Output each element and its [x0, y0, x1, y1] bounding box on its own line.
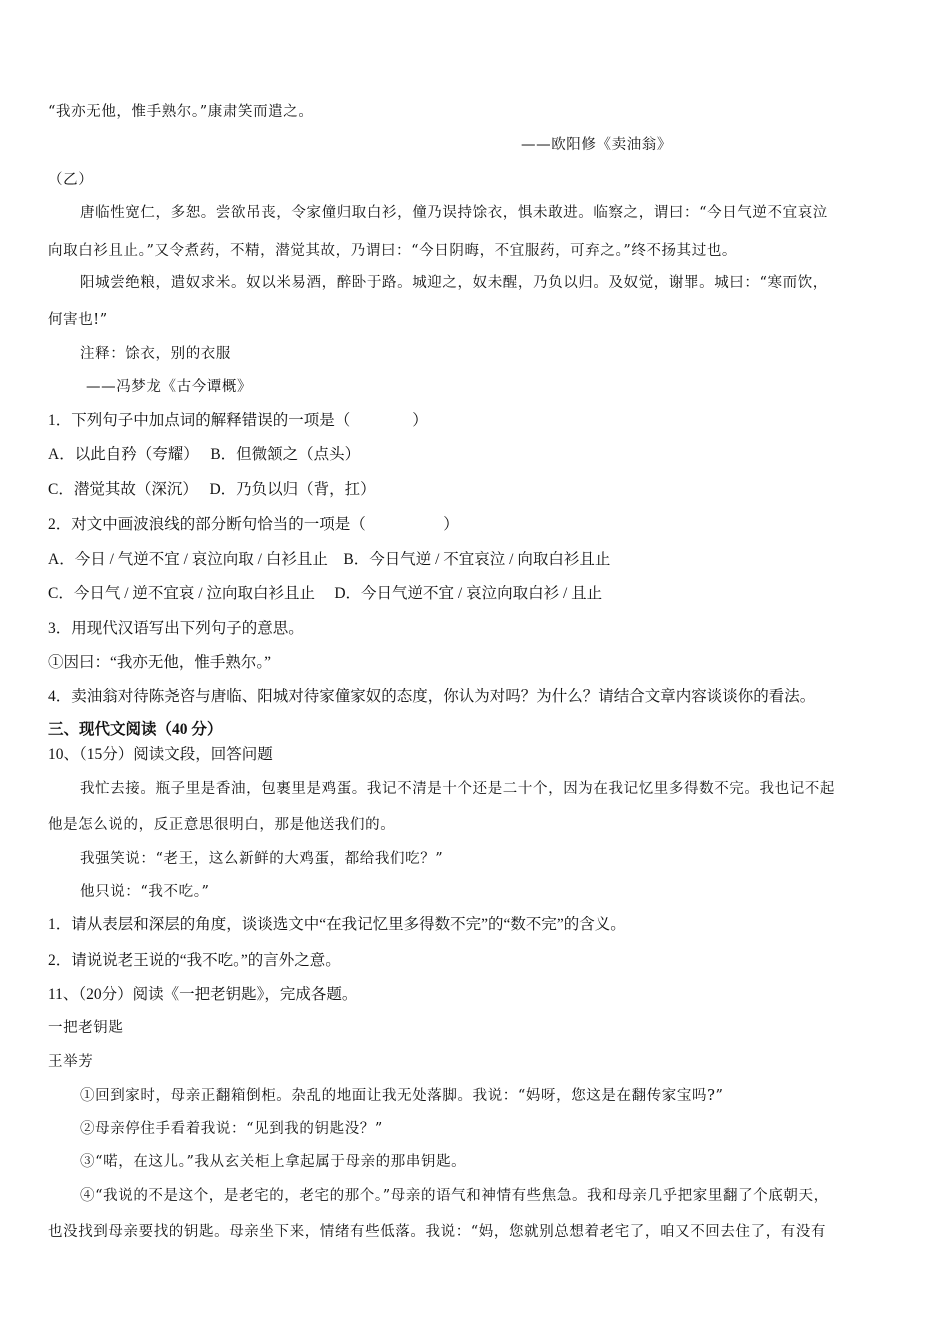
article-s4-line1: ④“我说的不是这个，是老宅的，老宅的那个。”母亲的语气和神情有些焦急。我和母亲几乎把家里翻了个底朝天， — [80, 1188, 829, 1204]
q11-heading: 11、（20分）阅读《一把老钥匙》，完成各题。 — [48, 986, 358, 1003]
yi-note: 注释：馀衣，别的衣服 — [80, 346, 231, 362]
section-3-heading: 三、现代文阅读（40 分） — [48, 721, 223, 738]
yi-p2-line2: 何害也!” — [48, 312, 108, 328]
q9-2-options-cd: C．今日气 / 逆不宜哀 / 泣向取白衫且止 D．今日气逆不宜 / 哀泣向取白衫 / 且止 — [48, 585, 603, 602]
q9-3: 3．用现代汉语写出下列句子的意思。 — [48, 620, 304, 637]
article-author: 王举芳 — [48, 1054, 94, 1070]
yi-p1-line1: 唐临性宽仁，多恕。尝欲吊丧，令家僮归取白衫，僮乃误持馀衣，惧未敢进。临察之，谓曰：“今日气逆不宜哀泣 — [80, 205, 828, 221]
yi-source: ——冯梦龙《古今谭概》 — [86, 379, 253, 395]
q9-1-options-ab: A．以此自矜（夸耀） B．但微颔之（点头） — [48, 446, 361, 463]
yi-p2-line1: 阳城尝绝粮，遣奴求米。奴以米易酒，醉卧于路。城迎之，奴未醒，乃负以归。及奴觉，谢罪。城曰：“寒而饮， — [80, 275, 828, 291]
article-s3: ③“喏，在这儿。”我从玄关柜上拿起属于母亲的那串钥匙。 — [80, 1154, 467, 1170]
article-s2: ②母亲停住手看着我说：“见到我的钥匙没？” — [80, 1121, 383, 1137]
q9-1: 1．下列句子中加点词的解释错误的一项是（ ） — [48, 412, 428, 429]
q10-p3: 他只说：“我不吃。” — [80, 884, 210, 900]
q9-4: 4．卖油翁对待陈尧咨与唐临、阳城对待家僮家奴的态度，你认为对吗？为什么？请结合文章内容谈谈你的看法。 — [48, 688, 816, 705]
article-s1: ①回到家时，母亲正翻箱倒柜。杂乱的地面让我无处落脚。我说：“妈呀，您这是在翻传家宝吗?” — [80, 1088, 724, 1104]
q10-p1-line1: 我忙去接。瓶子里是香油，包裹里是鸡蛋。我记不清是十个还是二十个，因为在我记忆里多得数不完。我也记不起 — [80, 781, 835, 797]
q10-p1-line2: 他是怎么说的，反正意思很明白，那是他送我们的。 — [48, 817, 396, 833]
q10-p2: 我强笑说：“老王，这么新鲜的大鸡蛋，都给我们吃？” — [80, 851, 444, 867]
article-s4-line2: 也没找到母亲要找的钥匙。母亲坐下来，情绪有些低落。我说：“妈，您就别总想着老宅了，咱又不回去住了，有没有 — [48, 1224, 827, 1240]
yi-p1-line2: 向取白衫且止。”又令煮药，不精，潜觉其故，乃谓曰：“今日阴晦，不宜服药，可弃之。”终不扬其过也。 — [48, 243, 738, 259]
q10-2: 2．请说说老王说的“我不吃。”的言外之意。 — [48, 952, 341, 969]
jia-source: ——欧阳修《卖油翁》 — [521, 137, 672, 153]
q9-1-options-cd: C．潜觉其故（深沉） D．乃负以归（背，扛） — [48, 481, 376, 498]
q10-1: 1．请从表层和深层的角度，谈谈选文中“在我记忆里多得数不完”的“数不完”的含义。 — [48, 916, 626, 933]
jia-line: “我亦无他，惟手熟尔。”康肃笑而遣之。 — [48, 104, 314, 120]
q9-3-item1: ①因曰：“我亦无他，惟手熟尔。” — [48, 654, 272, 671]
q10-heading: 10、（15分）阅读文段，回答问题 — [48, 746, 273, 763]
article-title: 一把老钥匙 — [48, 1020, 124, 1036]
yi-label: （乙） — [48, 172, 94, 188]
q9-2: 2．对文中画波浪线的部分断句恰当的一项是（ ） — [48, 516, 459, 533]
q9-2-options-ab: A．今日 / 气逆不宜 / 哀泣向取 / 白衫且止 B．今日气逆 / 不宜哀泣 / 向取白衫且止 — [48, 551, 611, 568]
